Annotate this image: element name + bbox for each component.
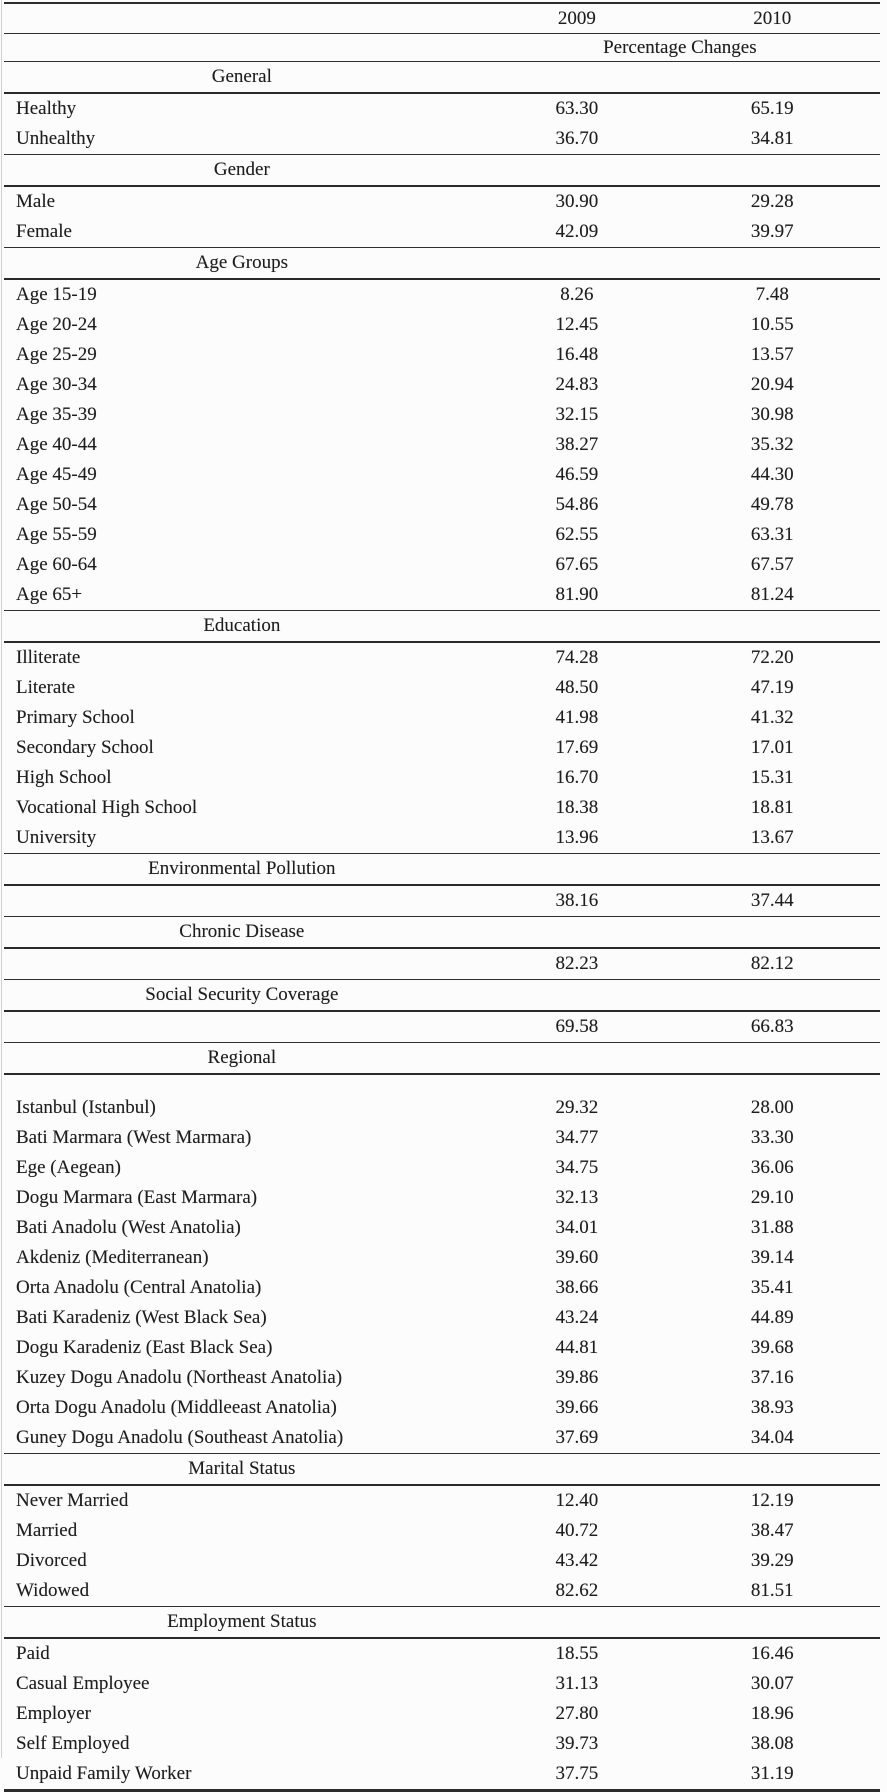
row-label: Age 60-64 <box>16 554 97 575</box>
value-2010: 30.98 <box>750 404 794 425</box>
section-header-filler <box>480 917 880 949</box>
value-2010: 16.46 <box>750 1643 794 1664</box>
spacer-cell <box>870 1516 880 1546</box>
spacer-cell <box>870 3 880 34</box>
section-header-row <box>4 854 880 886</box>
row-label: Paid <box>16 1643 50 1664</box>
row-label: Healthy <box>16 98 77 119</box>
value-2009: 32.13 <box>555 1187 599 1208</box>
section-title: Social Security Coverage <box>145 984 339 1005</box>
value-2010: 33.30 <box>750 1127 794 1148</box>
spacer-cell <box>870 1393 880 1423</box>
table-row <box>4 1333 880 1363</box>
row-label: Casual Employee <box>16 1673 150 1694</box>
section-title: Regional <box>207 1047 277 1068</box>
spacer-cell <box>870 885 880 917</box>
section-header-row <box>4 1454 880 1486</box>
value-2010: 15.31 <box>750 767 794 788</box>
row-label: Primary School <box>16 707 135 728</box>
spacer-cell <box>870 1699 880 1729</box>
table-row <box>4 340 880 370</box>
value-2009: 8.26 <box>560 284 594 305</box>
table-row <box>4 460 880 490</box>
row-label: Guney Dogu Anadolu (Southeast Anatolia) <box>16 1427 344 1448</box>
value-2009: 36.70 <box>555 128 599 149</box>
value-2009: 27.80 <box>555 1703 599 1724</box>
spacer-cell <box>870 1074 880 1123</box>
spacer-cell <box>870 673 880 703</box>
row-label: Male <box>16 191 56 212</box>
table-row <box>4 703 880 733</box>
value-2010: 38.93 <box>750 1397 794 1418</box>
spacer-cell <box>870 1183 880 1213</box>
table-row <box>4 1638 880 1669</box>
value-2009: 13.96 <box>555 827 599 848</box>
row-label: Age 40-44 <box>16 434 97 455</box>
spacer-cell <box>870 948 880 980</box>
section-header-row <box>4 62 880 94</box>
section-header-row <box>4 155 880 187</box>
value-2010: 34.04 <box>750 1427 794 1448</box>
value-2009: 38.16 <box>555 890 599 911</box>
value-2010: 36.06 <box>750 1157 794 1178</box>
value-2010: 35.41 <box>750 1277 794 1298</box>
value-2010: 10.55 <box>750 314 794 335</box>
value-2009: 62.55 <box>555 524 599 545</box>
value-2010: 20.94 <box>750 374 794 395</box>
row-label: Age 20-24 <box>16 314 97 335</box>
table-row <box>4 580 880 611</box>
spacer-cell <box>870 310 880 340</box>
value-2010: 39.68 <box>750 1337 794 1358</box>
spacer-cell <box>870 580 880 611</box>
section-header-filler <box>480 1454 880 1486</box>
section-header-filler <box>480 1043 880 1075</box>
spacer-cell <box>870 1576 880 1607</box>
row-label: Divorced <box>16 1550 87 1571</box>
table-row <box>4 370 880 400</box>
value-2010: 81.51 <box>750 1580 794 1601</box>
value-2010: 67.57 <box>750 554 794 575</box>
table-row <box>4 1011 880 1043</box>
section-title: Marital Status <box>188 1458 296 1479</box>
row-label: Age 25-29 <box>16 344 97 365</box>
value-2009: 39.86 <box>555 1367 599 1388</box>
row-label: Bati Marmara (West Marmara) <box>16 1127 252 1148</box>
value-2010: 37.44 <box>750 890 794 911</box>
value-2010: 44.30 <box>750 464 794 485</box>
section-header-filler <box>480 248 880 280</box>
value-2009: 81.90 <box>555 584 599 605</box>
value-2010: 31.88 <box>750 1217 794 1238</box>
row-label: Age 45-49 <box>16 464 97 485</box>
value-2009: 18.38 <box>555 797 599 818</box>
spacer-cell <box>870 1485 880 1516</box>
value-2009: 38.66 <box>555 1277 599 1298</box>
spacer-cell <box>870 1273 880 1303</box>
spacer-cell <box>870 217 880 248</box>
row-label: Illiterate <box>16 647 81 668</box>
value-2009: 46.59 <box>555 464 599 485</box>
row-label: Unpaid Family Worker <box>16 1763 192 1784</box>
spacer-cell <box>870 1213 880 1243</box>
spacer-cell <box>870 763 880 793</box>
table-row <box>4 1729 880 1759</box>
value-2009: 29.32 <box>555 1097 599 1118</box>
value-2010: 28.00 <box>750 1097 794 1118</box>
value-2009: 82.62 <box>555 1580 599 1601</box>
value-2010: 72.20 <box>750 647 794 668</box>
row-label: Age 50-54 <box>16 494 97 515</box>
value-2010: 18.81 <box>750 797 794 818</box>
table-row <box>4 550 880 580</box>
spacer-cell <box>870 460 880 490</box>
value-2010: 41.32 <box>750 707 794 728</box>
value-2009: 18.55 <box>555 1643 599 1664</box>
value-2009: 74.28 <box>555 647 599 668</box>
table-row <box>4 1576 880 1607</box>
spacer-cell <box>870 793 880 823</box>
table-row <box>4 400 880 430</box>
row-label: Age 30-34 <box>16 374 97 395</box>
table-row <box>4 673 880 703</box>
row-label: Kuzey Dogu Anadolu (Northeast Anatolia) <box>16 1367 343 1388</box>
spacer-cell <box>870 93 880 124</box>
table-row <box>4 1243 880 1273</box>
spacer-cell <box>870 642 880 673</box>
spacer-cell <box>870 823 880 854</box>
row-label: University <box>16 827 97 848</box>
table-row <box>4 1546 880 1576</box>
value-2010: 7.48 <box>755 284 789 305</box>
value-2010: 12.19 <box>750 1490 794 1511</box>
value-2010: 29.28 <box>750 191 794 212</box>
table-row <box>4 217 880 248</box>
table-row <box>4 1074 880 1123</box>
value-2010: 38.47 <box>750 1520 794 1541</box>
value-2009: 54.86 <box>555 494 599 515</box>
section-title: Environmental Pollution <box>148 858 336 879</box>
spacer-cell <box>870 1123 880 1153</box>
spacer-cell <box>870 430 880 460</box>
value-2010: 35.32 <box>750 434 794 455</box>
section-header-filler <box>480 155 880 187</box>
value-2010: 66.83 <box>750 1016 794 1037</box>
value-2009: 17.69 <box>555 737 599 758</box>
section-title: Gender <box>213 159 270 180</box>
table-row <box>4 1759 880 1791</box>
row-label: Female <box>16 221 72 242</box>
row-label: Age 15-19 <box>16 284 97 305</box>
value-2009: 34.77 <box>555 1127 599 1148</box>
section-header-filler <box>480 854 880 886</box>
spacer-cell <box>870 733 880 763</box>
section-title: Education <box>203 615 281 636</box>
spacer-cell <box>870 1153 880 1183</box>
value-2009: 82.23 <box>555 953 599 974</box>
year-2010-header: 2010 <box>753 7 792 29</box>
row-label: Istanbul (Istanbul) <box>16 1097 156 1118</box>
spacer-cell <box>870 400 880 430</box>
row-label: High School <box>16 767 112 788</box>
table-row <box>4 642 880 673</box>
table-body <box>4 62 880 1791</box>
value-2010: 39.29 <box>750 1550 794 1571</box>
spacer-cell <box>870 1546 880 1576</box>
table-row <box>4 1273 880 1303</box>
table-row <box>4 793 880 823</box>
spacer-cell <box>870 1303 880 1333</box>
table-row <box>4 279 880 310</box>
table-row <box>4 1423 880 1454</box>
table-row <box>4 1669 880 1699</box>
value-2010: 17.01 <box>750 737 794 758</box>
value-2010: 63.31 <box>750 524 794 545</box>
row-label: Age 55-59 <box>16 524 97 545</box>
row-label: Age 65+ <box>16 584 83 605</box>
spacer-cell <box>870 1759 880 1791</box>
table-row <box>4 1183 880 1213</box>
section-header-row <box>4 248 880 280</box>
row-label: Orta Dogu Anadolu (Middleeast Anatolia) <box>16 1397 337 1418</box>
value-2009: 43.42 <box>555 1550 599 1571</box>
table-row <box>4 1516 880 1546</box>
section-header-row <box>4 1607 880 1639</box>
value-2010: 39.97 <box>750 221 794 242</box>
section-title: Chronic Disease <box>179 921 305 942</box>
year-2009-header: 2009 <box>557 7 596 29</box>
value-2009: 32.15 <box>555 404 599 425</box>
spacer-cell <box>870 186 880 217</box>
value-2009: 43.24 <box>555 1307 599 1328</box>
value-2010: 29.10 <box>750 1187 794 1208</box>
spacer-cell <box>870 703 880 733</box>
row-label: Ege (Aegean) <box>16 1157 121 1178</box>
value-2010: 37.16 <box>750 1367 794 1388</box>
year-header-row <box>4 3 880 34</box>
row-label: Orta Anadolu (Central Anatolia) <box>16 1277 262 1298</box>
value-2009: 31.13 <box>555 1673 599 1694</box>
table-row <box>4 823 880 854</box>
value-2010: 31.19 <box>750 1763 794 1784</box>
empty-corner-cell <box>4 34 480 62</box>
value-2009: 42.09 <box>555 221 599 242</box>
row-label: Age 35-39 <box>16 404 97 425</box>
row-label: Bati Karadeniz (West Black Sea) <box>16 1307 267 1328</box>
value-2010: 47.19 <box>750 677 794 698</box>
section-header-row <box>4 980 880 1012</box>
row-label: Literate <box>16 677 76 698</box>
section-header-filler <box>480 62 880 94</box>
value-2009: 37.69 <box>555 1427 599 1448</box>
spacer-cell <box>870 1669 880 1699</box>
spacer-cell <box>870 550 880 580</box>
percentage-changes-label: Percentage Changes <box>603 36 757 58</box>
spacer-cell <box>870 279 880 310</box>
row-label: Never Married <box>16 1490 129 1511</box>
table-row <box>4 93 880 124</box>
spacer-cell <box>870 1333 880 1363</box>
row-label: Dogu Karadeniz (East Black Sea) <box>16 1337 273 1358</box>
value-2009: 24.83 <box>555 374 599 395</box>
row-label: Dogu Marmara (East Marmara) <box>16 1187 258 1208</box>
row-label <box>4 885 480 917</box>
section-header-filler <box>480 1607 880 1639</box>
value-2010: 30.07 <box>750 1673 794 1694</box>
row-label: Akdeniz (Mediterranean) <box>16 1247 209 1268</box>
value-2010: 34.81 <box>750 128 794 149</box>
row-label: Vocational High School <box>16 797 198 818</box>
value-2009: 63.30 <box>555 98 599 119</box>
value-2010: 44.89 <box>750 1307 794 1328</box>
value-2009: 69.58 <box>555 1016 599 1037</box>
value-2009: 39.60 <box>555 1247 599 1268</box>
row-label: Employer <box>16 1703 91 1724</box>
value-2009: 39.66 <box>555 1397 599 1418</box>
table-row <box>4 1213 880 1243</box>
section-header-filler <box>480 611 880 643</box>
spacer-cell <box>870 370 880 400</box>
value-2009: 37.75 <box>555 1763 599 1784</box>
table-row <box>4 763 880 793</box>
value-2009: 39.73 <box>555 1733 599 1754</box>
spacer-cell <box>870 1423 880 1454</box>
spacer-cell <box>870 520 880 550</box>
table-row <box>4 1393 880 1423</box>
table-row <box>4 1303 880 1333</box>
empty-corner-cell <box>4 3 480 34</box>
row-label <box>4 1011 480 1043</box>
value-2009: 16.70 <box>555 767 599 788</box>
value-2009: 30.90 <box>555 191 599 212</box>
spacer-cell <box>870 490 880 520</box>
row-label <box>4 948 480 980</box>
row-label: Married <box>16 1520 78 1541</box>
value-2010: 82.12 <box>750 953 794 974</box>
section-title: Employment Status <box>167 1611 317 1632</box>
value-2009: 48.50 <box>555 677 599 698</box>
value-2009: 38.27 <box>555 434 599 455</box>
spacer-cell <box>870 1243 880 1273</box>
row-label: Bati Anadolu (West Anatolia) <box>16 1217 241 1238</box>
spacer-cell <box>870 1011 880 1043</box>
table-row <box>4 1363 880 1393</box>
value-2009: 16.48 <box>555 344 599 365</box>
value-2010: 39.14 <box>750 1247 794 1268</box>
table-row <box>4 1123 880 1153</box>
table-row <box>4 948 880 980</box>
row-label: Widowed <box>16 1580 90 1601</box>
section-header-row <box>4 917 880 949</box>
subheader-row <box>4 34 880 62</box>
row-label: Secondary School <box>16 737 154 758</box>
percentage-changes-table <box>4 2 880 1792</box>
spacer-cell <box>870 340 880 370</box>
table-row <box>4 520 880 550</box>
table-row <box>4 124 880 155</box>
section-header-filler <box>480 980 880 1012</box>
row-label: Self Employed <box>16 1733 130 1754</box>
value-2009: 12.40 <box>555 1490 599 1511</box>
table-row <box>4 1699 880 1729</box>
value-2010: 49.78 <box>750 494 794 515</box>
table-row <box>4 310 880 340</box>
value-2009: 41.98 <box>555 707 599 728</box>
spacer-cell <box>870 1729 880 1759</box>
section-header-row <box>4 611 880 643</box>
table-row <box>4 885 880 917</box>
value-2009: 40.72 <box>555 1520 599 1541</box>
value-2009: 44.81 <box>555 1337 599 1358</box>
spacer-cell <box>870 124 880 155</box>
value-2010: 65.19 <box>750 98 794 119</box>
table-row <box>4 733 880 763</box>
value-2010: 38.08 <box>750 1733 794 1754</box>
value-2009: 34.75 <box>555 1157 599 1178</box>
value-2009: 67.65 <box>555 554 599 575</box>
table-row <box>4 490 880 520</box>
value-2009: 12.45 <box>555 314 599 335</box>
spacer-cell <box>870 1363 880 1393</box>
value-2010: 13.67 <box>750 827 794 848</box>
value-2010: 81.24 <box>750 584 794 605</box>
table-row <box>4 1153 880 1183</box>
value-2010: 18.96 <box>750 1703 794 1724</box>
value-2010: 13.57 <box>750 344 794 365</box>
table-row <box>4 430 880 460</box>
section-header-row <box>4 1043 880 1075</box>
scan-edge-artifact <box>1 0 2 1758</box>
table-row <box>4 186 880 217</box>
spacer-cell <box>870 1638 880 1669</box>
section-title: Age Groups <box>195 252 289 273</box>
section-title: General <box>211 66 272 87</box>
value-2009: 34.01 <box>555 1217 599 1238</box>
row-label: Unhealthy <box>16 128 96 149</box>
table-row <box>4 1485 880 1516</box>
